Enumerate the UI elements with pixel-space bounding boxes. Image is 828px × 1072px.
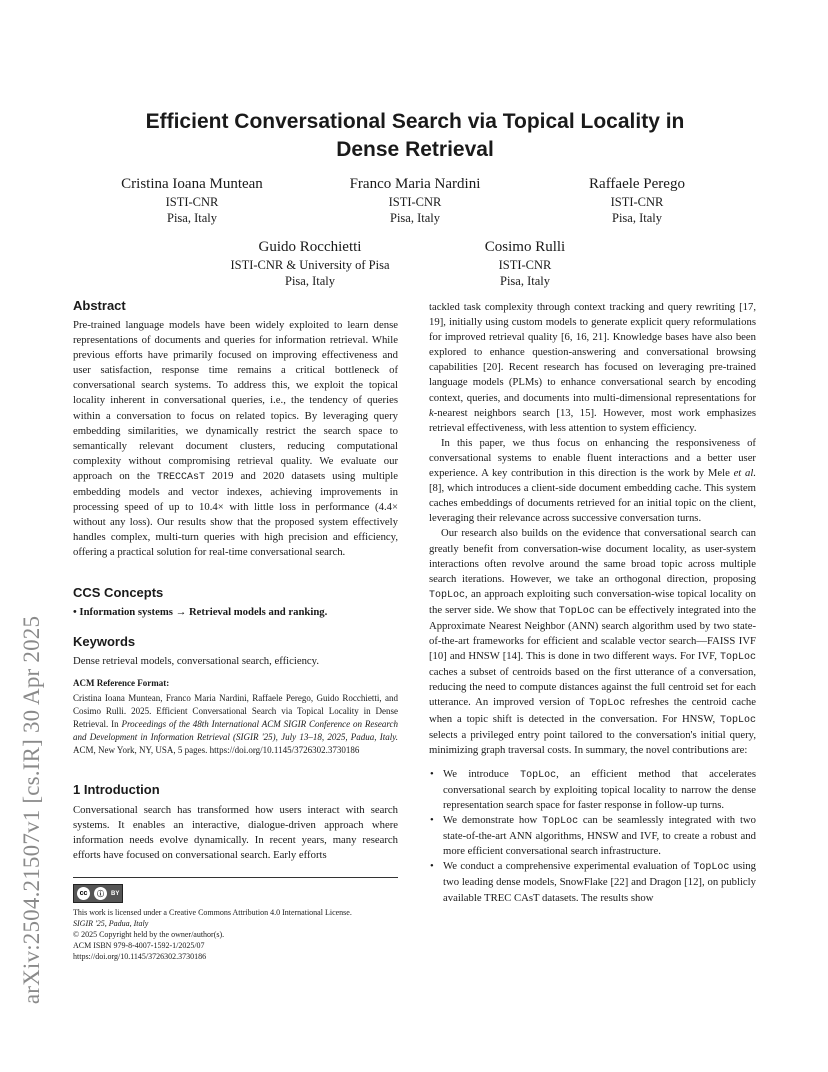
author-block (557, 174, 717, 226)
list-item: • We conduct a comprehensive experimental evaluation of TopLoc using two leading dense models, SnowFlake [22] and Dragon [12], on publicly available TREC CAsT datasets. The results show (429, 859, 756, 905)
intro-paragraph-2: In this paper, we thus focus on enhancing the responsiveness of conversational systems to enable fluent interactions and a better user experience. A key contribution in this direction is the work by Mele et al. [8], which introduces a client-side document embedding cache. This system caches embeddings of documents retrieved for an initial topic on the client, leveraging their relevance across successive conversation turns. (429, 436, 756, 525)
author-block (205, 237, 415, 289)
author-location: Pisa, Italy (500, 274, 550, 288)
footnote-rule (73, 877, 398, 878)
author-location: Pisa, Italy (167, 211, 217, 225)
author-name: Franco Maria Nardini (349, 176, 481, 192)
author-block (445, 237, 605, 289)
by-label: BY (111, 890, 120, 897)
author-location: Pisa, Italy (390, 211, 440, 225)
contributions-list (429, 767, 756, 906)
keywords-text: Dense retrieval models, conversational search, efficiency. (73, 655, 319, 667)
acm-reference (73, 677, 398, 757)
list-item: • We introduce TopLoc, an efficient method that accelerates conversational search by exploiting topical locality to narrow the dense representation search space for faster response in follow-up turns. (429, 767, 756, 813)
abstract-heading: Abstract (73, 298, 126, 313)
author-location: Pisa, Italy (285, 274, 335, 288)
author-affiliation: ISTI-CNR & University of Pisa (230, 258, 390, 272)
paper-title: Efficient Conversational Search via Topical Locality in Dense Retrieval (145, 110, 685, 161)
keywords-section (73, 634, 398, 669)
acm-reference-text: Cristina Ioana Muntean, Franco Maria Nardini, Raffaele Perego, Guido Rocchietti, and Cosimo Rulli. 2025. Efficient Conversational Search via Topical Locality in Dense Retrieval. In Proceedings of the 48th International ACM SIGIR Conference on Research and Development in Information Retrieval (SIGIR '25), July 13–18, 2025, Padua, Italy. ACM, New York, NY, USA, 5 pages. https://doi.org/10.1145/3726302.3730186 (73, 693, 399, 755)
cc-license-badge (73, 884, 123, 903)
keywords-heading: Keywords (73, 634, 136, 649)
isbn-text: ACM ISBN 979-8-4007-1592-1/2025/07 (73, 941, 205, 950)
license-text: This work is licensed under a Creative Commons Attribution 4.0 International License. (73, 908, 352, 917)
author-affiliation: ISTI-CNR (388, 195, 442, 209)
arxiv-stamp (10, 295, 54, 1005)
author-location: Pisa, Italy (612, 211, 662, 225)
author-name: Raffaele Perego (589, 176, 685, 192)
ccs-text: • Information systems → Retrieval models and ranking. (73, 606, 328, 618)
author-block (112, 174, 272, 226)
introduction-heading: 1 Introduction (73, 782, 160, 797)
author-affiliation: ISTI-CNR (610, 195, 664, 209)
introduction-text: Conversational search has transformed how users interact with search systems. It enables an interactive, dialogue-driven approach where information needs evolve dynamically. In recent years, many research efforts have focused on conversational search. Early efforts (73, 804, 398, 862)
abstract-text: Pre-trained language models have been widely exploited to learn dense representations of documents and queries for information retrieval. While previous efforts have primarily focused on improving effectiveness and user satisfaction, response time remains a critical bottleneck of conversational search systems. To address this, we exploit the topical locality inherent in conversational queries, i.e., the tendency of queries within a conversation to focus on related topics. By leveraging query embedding similarities, we dynamically restrict the search space to semantically relevant document clusters, reducing computational complexity without compromising retrieval quality. We evaluate our approach on the TRECCAsT 2019 and 2020 datasets using multiple embedding models and vector indexes, achieving improvements in processing speed of up to 10.4× with little loss in performance (4.4× without any loss). Our results show that the proposed system effectively handles complex, multi-turn queries with high precision and efficiency, offering a practical solution for real-time conversational search. (73, 319, 398, 559)
author-affiliation: ISTI-CNR (165, 195, 219, 209)
ccs-heading: CCS Concepts (73, 585, 164, 600)
introduction-continued (429, 300, 756, 906)
venue-text: SIGIR '25, Padua, Italy (73, 919, 149, 928)
author-name: Cosimo Rulli (484, 239, 566, 255)
ccs-section (73, 585, 398, 620)
arxiv-id: arXiv:2504.21507v1 [cs.IR] 30 Apr 2025 (19, 615, 44, 1005)
author-name: Cristina Ioana Muntean (121, 176, 263, 192)
abstract-section (73, 298, 398, 561)
intro-paragraph-1: tackled task complexity through context tracking and query rewriting [17, 19], initially using custom models to generate explicit query reformulations for improved retrieval quality [6, 16, 21]. Knowledge bases have also been explored to enhance question-answering and conversational browsing capabilities [20]. Recent research has focused on leveraging pre-trained language models (PLMs) to enhance conversational search by encoding context, queries, and documents into multi-dimensional representations for k-nearest neighbors search [13, 15]. However, most work emphasizes retrieval effectiveness, with less attention to system efficiency. (429, 301, 756, 434)
author-affiliation: ISTI-CNR (498, 258, 552, 272)
intro-paragraph-3: Our research also builds on the evidence that conversational search can greatly benefit from conversation-wise document locality, as user-system interactions often revolve around the same broad topic across multiple search iterations. However, we take an orthogonal direction, proposing TopLoc, an approach exploiting such conversation-wise topical locality on the server side. We show that TopLoc can be effectively integrated into the Approximate Nearest Neighbor (ANN) search algorithm used by two state-of-the-art frameworks for efficient and scalable vector search—FAISS IVF [10] and HNSW [14]. This is done in two different ways. For IVF, TopLoc caches a subset of centroids based on the first utterance of a conversation, reducing the need to compute distances against the full centroid set for each utterance. An improved version of TopLoc refreshes the centroid cache when a topic shift is detected in the conversation. For HNSW, TopLoc selects a privileged entry point tailored to the conversation's initial query, minimizing graph traversal costs. In summary, the novel contributions are: (429, 527, 756, 756)
author-name: Guido Rocchietti (258, 239, 362, 255)
footer-block (73, 882, 398, 962)
introduction-section (73, 782, 398, 863)
copyright-text: © 2025 Copyright held by the owner/author(s). (73, 930, 225, 939)
by-icon: ⓘ (94, 887, 107, 900)
cc-icon: cc (77, 887, 90, 900)
author-block (335, 174, 495, 226)
list-item: • We demonstrate how TopLoc can be seamlessly integrated with two state-of-the-art ANN algorithms, HNSW and IVF, to create a robust and more efficient conversational search infrastructure. (429, 813, 756, 859)
acm-reference-heading: ACM Reference Format: (73, 678, 170, 688)
doi-link[interactable]: https://doi.org/10.1145/3726302.3730186 (73, 952, 207, 961)
